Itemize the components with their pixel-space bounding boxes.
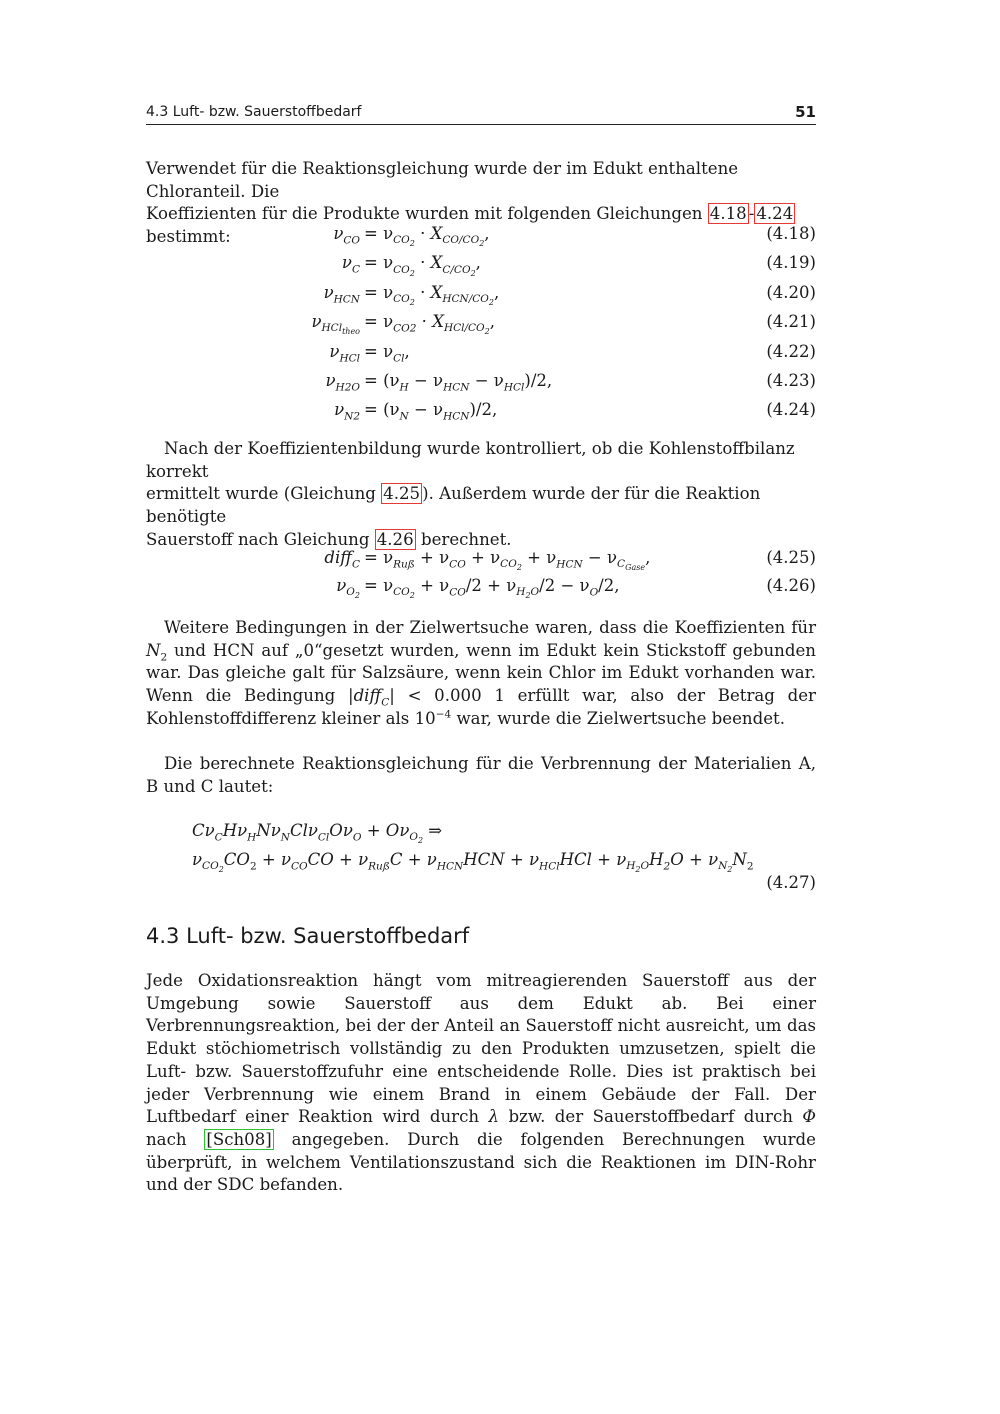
balance-equation-row <box>146 548 816 572</box>
equation-rhs: = $\nu_{Ruß} + \nu_{CO} + \nu_{CO_2} + \nu_{HCN} - \nu_{C_{Gase}}$, <box>364 548 651 573</box>
paragraph-oxygen-demand <box>146 970 816 1197</box>
reaction-line1: $C\nu_CH\nu_HN\nu_NCl\nu_{Cl}O\nu_O + O\nu_{O_2}$ ⇒ <box>192 821 443 846</box>
coefficient-equation-row <box>146 312 816 336</box>
equation-lhs: $\nu_{O_2}$ <box>336 576 360 601</box>
equation-rhs: = $\nu_{Cl}$, <box>364 341 410 364</box>
paragraph-conditions <box>146 617 816 731</box>
para2-line2-end: ). Außerdem wurde der für die Reaktion benötigte <box>146 484 761 527</box>
equation-lhs: diff$_C$ <box>324 548 360 571</box>
equation-ref-4-25[interactable]: 4.25 <box>383 484 421 504</box>
equation-rhs: = $\nu_{CO_2} \cdot X_{CO/CO_2}$, <box>364 224 490 249</box>
equation-ref-4-18[interactable]: 4.18 <box>709 204 747 224</box>
intro-line2-end: bestimmt: <box>146 227 231 247</box>
equation-number: (4.21) <box>766 312 816 332</box>
equation-number: (4.24) <box>766 400 816 420</box>
equation-number: (4.23) <box>766 371 816 390</box>
citation-sch08: [Sch08] <box>206 1129 272 1149</box>
equation-number: (4.18) <box>766 224 816 243</box>
equation-rhs: = $\nu_{CO_2} \cdot X_{HCN/CO_2}$, <box>364 282 500 308</box>
equation-lhs: $\nu_{H2O}$ <box>325 371 360 394</box>
equation-lhs: $\nu_{HCl}$ <box>329 341 360 364</box>
document-page <box>146 0 816 1414</box>
coefficient-equation-row <box>146 224 816 248</box>
equation-number: (4.19) <box>766 253 816 273</box>
intro-line2-start: Koeffizienten für die Produkte wurden mit folgenden Gleichungen <box>146 204 708 224</box>
equation-number: (4.22) <box>766 341 816 361</box>
paragraph-reaction-intro <box>146 753 816 798</box>
equation-lhs: $\nu_C$ <box>341 253 360 276</box>
coefficient-equation-row <box>146 342 816 366</box>
equation-rhs: = $(\nu_N - \nu_{HCN})/2$, <box>364 400 498 423</box>
para2-line3-start: Sauerstoff nach Gleichung <box>146 529 375 549</box>
balance-equation-row <box>146 576 816 600</box>
equation-rhs: = $(\nu_H - \nu_{HCN} - \nu_{HCl})/2$, <box>364 371 553 394</box>
coefficient-equation-row <box>146 283 816 307</box>
equation-number: (4.26) <box>766 576 816 595</box>
coefficient-equation-row <box>146 371 816 395</box>
coefficient-equation-row <box>146 400 816 424</box>
para4-text: Die berechnete Reaktionsgleichung für die Verbrennung der Materialien A, B und C lautet: <box>146 754 816 796</box>
para2-line1: Nach der Koeffizientenbildung wurde kontrolliert, ob die Kohlenstoffbilanz korrekt <box>146 439 795 481</box>
equation-lhs: $\nu_{HCN}$ <box>323 282 360 306</box>
ref-dash: - <box>748 204 755 224</box>
header-section-title: 4.3 Luft- bzw. Sauerstoffbedarf <box>146 104 362 120</box>
equation-rhs: = $\nu_{CO2} \cdot X_{HCl/CO_2}$, <box>364 312 496 337</box>
para3-text: Weitere Bedingungen in der Zielwertsuche waren, dass die Koeffizienten für $N_2$ und HCN auf „0“gesetzt wurden, wenn im Edukt kein Stickstoff gebunden war. Das gleiche galt für Salzsäure, wenn kein Chlor im Edukt vorhanden war. Wenn die Bedingung |diff$_C$| < 0.000 1 erfüllt war, also der Betrag der Kohlenstoffdifferenz kleiner als $10^{-4}$ war, wurde die Zielwertsuche beendet. <box>146 618 816 728</box>
equation-lhs: $\nu_{N2}$ <box>334 400 360 423</box>
page-number: 51 <box>795 103 816 121</box>
equation-lhs: $\nu_{CO}$ <box>333 224 360 247</box>
equation-lhs: $\nu_{HCl_{theo}}$ <box>311 312 360 337</box>
para2-line2-start: ermittelt wurde (Gleichung <box>146 484 382 504</box>
para2-line3-end: berechnet. <box>415 529 512 549</box>
para5-text: Jede Oxidationsreaktion hängt vom mitreagierenden Sauerstoff aus der Umgebung sowie Sauerstoff aus dem Edukt ab. Bei einer Verbrennungsreaktion, bei der der Anteil an Sauerstoff nicht ausreicht, um das Edukt stöchiometrisch vollständig zu den Produkten umzusetzen, spielt die Luft- bzw. Sauerstoffzufuhr eine entscheidende Rolle. Dies ist praktisch bei jeder Verbrennung wie einem Brand in einem Gebäude der Fall. Der Luftbedarf einer Reaktion wird durch λ bzw. der Sauerstoffbedarf durch Φ nach [Sch08] angegeben. Durch die folgenden Berechnungen wurde überprüft, in welchem Ventilationszustand sich die Reaktionen im DIN-Rohr und der SDC befanden. <box>146 971 816 1195</box>
equation-number-4-27: (4.27) <box>766 873 816 892</box>
intro-line1: Verwendet für die Reaktionsgleichung wurde der im Edukt enthaltene Chloranteil. Die <box>146 159 739 201</box>
equation-rhs: = $\nu_{CO_2} \cdot X_{C/CO_2}$, <box>364 253 481 278</box>
reaction-line2: $\nu_{CO_2}CO_2 + \nu_{CO}CO + \nu_{Ruß}C + \nu_{HCN}HCN + \nu_{HCl}HCl + \nu_{H_2O}H_2O + \nu_{N_2}N_2$ <box>192 850 754 875</box>
running-header <box>146 102 816 125</box>
equation-number: (4.20) <box>766 282 816 302</box>
equation-number: (4.25) <box>766 548 816 567</box>
equation-ref-4-26[interactable]: 4.26 <box>376 529 414 549</box>
section-heading: 4.3 Luft- bzw. Sauerstoffbedarf <box>146 924 470 948</box>
paragraph-balance-check <box>146 438 816 552</box>
coefficient-equation-row <box>146 253 816 277</box>
equation-ref-4-24[interactable]: 4.24 <box>756 204 794 224</box>
equation-rhs: = $\nu_{CO_2} + \nu_{CO}/2 + \nu_{H_2O}/2 - \nu_O/2$, <box>364 576 620 601</box>
